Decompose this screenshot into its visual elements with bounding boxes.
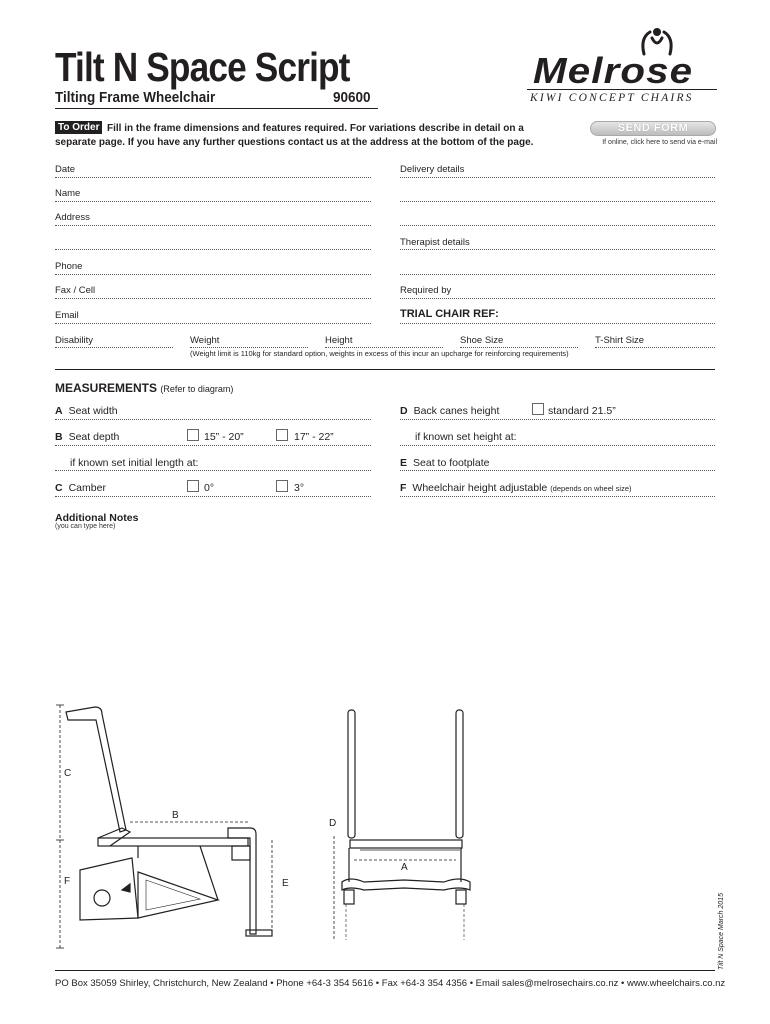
section-divider	[55, 369, 715, 370]
back-canes-standard-label: standard 21.5”	[548, 405, 616, 417]
weight-note: (Weight limit is 110kg for standard option, weights in excess of this incur an upcharge for reinforcing requirements)	[190, 349, 569, 358]
measurements-heading	[55, 381, 233, 395]
address-label: Address	[55, 212, 90, 223]
page-subtitle: Tilting Frame Wheelchair	[55, 89, 216, 106]
send-form-button[interactable]: SEND FORM	[590, 121, 716, 136]
order-instructions: Fill in the frame dimensions and features required. For variations describe in detail on a separate page. If you have any further questions contact us at the address at the bottom of the page.	[55, 123, 534, 148]
seat-depth-15-20-checkbox[interactable]	[187, 429, 199, 441]
height-label: Height	[325, 335, 353, 346]
phone-field[interactable]	[55, 274, 371, 275]
camber-3-checkbox[interactable]	[276, 480, 288, 492]
measurement-e-label: Seat to footplate	[413, 457, 490, 469]
delivery-field-2[interactable]	[400, 201, 715, 202]
camber-0-checkbox[interactable]	[187, 480, 199, 492]
measurement-f-note: (depends on wheel size)	[550, 484, 632, 493]
email-field[interactable]	[55, 323, 371, 324]
diagram-label-b: B	[172, 810, 179, 821]
front-view-labels	[320, 700, 490, 960]
fax-field[interactable]	[55, 298, 371, 299]
measurement-c-label: Camber	[68, 482, 106, 494]
measurement-d	[400, 405, 499, 417]
camber-field[interactable]	[55, 496, 371, 497]
delivery-field-1[interactable]	[400, 177, 715, 178]
send-form-note: If online, click here to send via e-mail	[602, 139, 717, 146]
tshirt-size-field[interactable]	[595, 347, 715, 348]
trial-chair-ref-field[interactable]	[400, 323, 715, 324]
date-field[interactable]	[55, 177, 371, 178]
delivery-label: Delivery details	[400, 164, 465, 175]
shoe-size-label: Shoe Size	[460, 335, 504, 346]
name-field[interactable]	[55, 201, 371, 202]
therapist-field-1[interactable]	[400, 249, 715, 250]
measurement-e-letter: E	[400, 457, 408, 469]
seat-depth-option-2: 17” - 22”	[294, 431, 334, 443]
title-underline	[55, 108, 378, 109]
seat-depth-field[interactable]	[55, 445, 371, 446]
page-title: Tilt N Space Script	[55, 44, 350, 90]
address-field-2[interactable]	[55, 249, 371, 250]
footer-divider	[55, 970, 715, 971]
measurement-d-letter: D	[400, 405, 408, 417]
measurement-f-label: Wheelchair height adjustable	[412, 482, 548, 494]
seat-depth-initial-field[interactable]	[55, 470, 371, 471]
brand-tagline: KIWI CONCEPT CHAIRS	[530, 92, 694, 104]
measurement-f-letter: F	[400, 482, 407, 494]
diagram-label-d: D	[329, 818, 337, 829]
measurement-d-label: Back canes height	[413, 405, 500, 417]
weight-field[interactable]	[190, 347, 308, 348]
delivery-field-3[interactable]	[400, 225, 715, 226]
diagram-label-a: A	[401, 862, 408, 873]
name-label: Name	[55, 188, 81, 199]
weight-label: Weight	[190, 335, 220, 346]
measurements-title: MEASUREMENTS	[55, 381, 158, 395]
required-by-field[interactable]	[400, 298, 715, 299]
measurement-b-label: Seat depth	[68, 431, 120, 443]
seat-depth-option-1: 15” - 20”	[204, 431, 244, 443]
measurement-c-letter: C	[55, 482, 63, 494]
fax-label: Fax / Cell	[55, 285, 96, 296]
address-field-1[interactable]	[55, 225, 371, 226]
seat-to-footplate-field[interactable]	[400, 470, 715, 471]
side-view-labels	[50, 700, 290, 960]
camber-option-2: 3°	[294, 482, 305, 494]
measurements-subtitle: (Refer to diagram)	[160, 384, 234, 394]
back-canes-known-label: if known set height at:	[415, 431, 517, 443]
measurement-f	[400, 482, 632, 494]
date-label: Date	[55, 164, 76, 175]
camber-option-1: 0°	[204, 482, 215, 494]
trial-chair-ref-label: TRIAL CHAIR REF:	[400, 308, 499, 320]
additional-notes-title: Additional Notes	[55, 512, 139, 524]
therapist-field-2[interactable]	[400, 274, 715, 275]
seat-depth-known-label: if known set initial length at:	[70, 457, 199, 469]
measurement-a	[55, 405, 118, 417]
additional-notes-hint: (you can type here)	[55, 523, 116, 530]
tshirt-size-label: T-Shirt Size	[595, 335, 645, 346]
diagram-label-f: F	[64, 876, 71, 887]
to-order-badge: To Order	[55, 121, 102, 134]
required-by-label: Required by	[400, 285, 452, 296]
measurement-b	[55, 431, 119, 443]
disability-label: Disability	[55, 335, 94, 346]
wheelchair-height-field[interactable]	[400, 496, 715, 497]
measurement-c	[55, 482, 106, 494]
therapist-label: Therapist details	[400, 237, 470, 248]
measurement-e	[400, 457, 490, 469]
shoe-size-field[interactable]	[460, 347, 578, 348]
back-canes-field[interactable]	[400, 419, 715, 420]
height-field[interactable]	[325, 347, 443, 348]
logo-rule	[527, 89, 717, 90]
footer-contact: PO Box 35059 Shirley, Christchurch, New Zealand • Phone +64-3 354 5616 • Fax +64-3 354 4356 • Email sales@melrosechairs.co.nz • www.wheelchairs.co.nz	[55, 978, 726, 989]
back-canes-height-field[interactable]	[400, 445, 715, 446]
revision-note: Tilt N Space March 2015	[718, 893, 725, 970]
product-code: 90600	[333, 89, 371, 106]
measurement-b-letter: B	[55, 431, 63, 443]
measurement-a-letter: A	[55, 405, 63, 417]
back-canes-standard-checkbox[interactable]	[532, 403, 544, 415]
diagram-label-c: C	[64, 768, 72, 779]
phone-label: Phone	[55, 261, 83, 272]
email-label: Email	[55, 310, 79, 321]
measurement-a-label: Seat width	[68, 405, 118, 417]
seat-depth-17-22-checkbox[interactable]	[276, 429, 288, 441]
seat-width-field[interactable]	[55, 419, 371, 420]
disability-field[interactable]	[55, 347, 173, 348]
additional-notes-input[interactable]	[55, 535, 715, 695]
diagram-label-e: E	[282, 878, 289, 889]
brand-logo: Melrose	[533, 50, 694, 91]
